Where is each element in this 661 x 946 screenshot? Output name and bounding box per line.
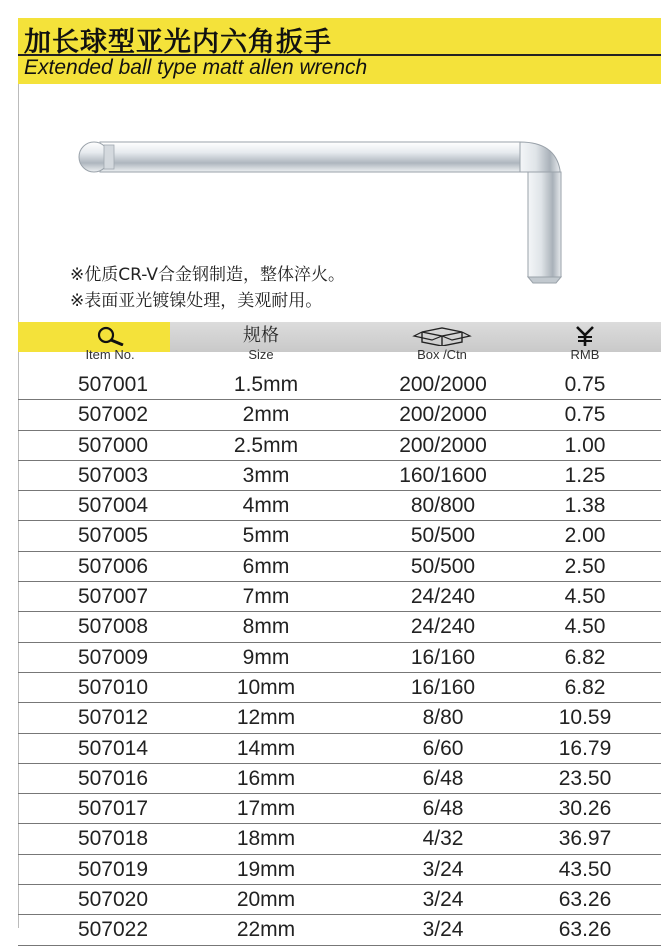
box-ctn-cell: 6/48 (422, 766, 464, 790)
box-ctn-cell: 200/2000 (399, 373, 487, 396)
box-ctn-cell: 3/24 (422, 857, 464, 881)
table-row (18, 824, 661, 854)
table-row (18, 734, 661, 764)
item-no-cell: 507010 (77, 675, 149, 699)
box-ctn-cell: 8/80 (422, 706, 464, 730)
table-row (18, 794, 661, 824)
price-cell: 6.82 (564, 645, 606, 669)
size-cell: 17mm (236, 797, 296, 821)
size-cell: 18mm (236, 827, 296, 851)
table-row (18, 643, 661, 673)
size-cell: 16mm (236, 766, 296, 790)
box-ctn-cell: 6/60 (422, 736, 464, 760)
yen-icon (573, 326, 597, 346)
item-no-cell: 507020 (77, 888, 149, 912)
feature-item: ※优质CR-V合金钢制造，整体淬火。 (70, 265, 346, 285)
price-cell: 4.50 (564, 615, 606, 639)
size-cell: 8mm (242, 615, 290, 639)
table-row (18, 673, 661, 703)
price-cell: 6.82 (564, 675, 606, 699)
table-row (18, 370, 661, 400)
box-ctn-cell: 24/240 (410, 615, 476, 639)
col-head-size (196, 326, 326, 362)
size-cell: 3mm (242, 463, 290, 487)
price-cell: 10.59 (558, 706, 612, 730)
item-no-cell: 507014 (77, 736, 149, 760)
price-cell: 4.50 (564, 585, 606, 609)
size-cell: 10mm (236, 675, 296, 699)
item-no-cell: 507017 (77, 797, 149, 821)
box-ctn-cell: 50/500 (410, 554, 476, 578)
col-head-en: Box /Ctn (417, 347, 467, 362)
item-no-cell: 507022 (77, 918, 149, 942)
feature-item: ※表面亚光镀镍处理，美观耐用。 (70, 291, 323, 311)
size-cell: 1.5mm (233, 373, 299, 396)
item-no-cell: 507019 (77, 857, 149, 881)
ball-allen-wrench-image (70, 120, 590, 285)
table-row (18, 612, 661, 642)
size-cell: 7mm (242, 585, 290, 609)
table-row (18, 855, 661, 885)
box-ctn-cell: 16/160 (410, 645, 476, 669)
price-cell: 1.38 (564, 494, 606, 518)
box-icon (412, 326, 472, 346)
item-no-cell: 507006 (77, 554, 149, 578)
box-ctn-cell: 6/48 (422, 797, 464, 821)
price-cell: 23.50 (558, 766, 612, 790)
price-cell: 1.25 (564, 463, 606, 487)
price-cell: 0.75 (564, 403, 606, 427)
size-cell: 5mm (242, 524, 290, 548)
col-head-box (362, 326, 522, 362)
col-head-en: Size (248, 347, 274, 362)
size-cell: 9mm (242, 645, 290, 669)
item-no-cell: 507004 (77, 494, 149, 518)
box-ctn-cell: 160/1600 (399, 463, 487, 487)
table-row (18, 915, 661, 945)
price-table (18, 370, 661, 946)
table-row (18, 552, 661, 582)
box-ctn-cell: 200/2000 (399, 433, 487, 457)
price-cell: 1.00 (564, 433, 606, 457)
table-row (18, 582, 661, 612)
table-row (18, 885, 661, 915)
col-head-cn: 规格 (243, 325, 279, 346)
page-title-en: Extended ball type matt allen wrench (24, 56, 368, 79)
box-ctn-cell: 3/24 (422, 918, 464, 942)
table-row (18, 703, 661, 733)
size-cell: 2.5mm (233, 433, 299, 457)
box-ctn-cell: 3/24 (422, 888, 464, 912)
box-ctn-cell: 200/2000 (399, 403, 487, 427)
price-cell: 2.50 (564, 554, 606, 578)
size-cell: 6mm (242, 554, 290, 578)
item-no-cell: 507003 (77, 463, 149, 487)
item-no-cell: 507000 (77, 433, 149, 457)
price-cell: 43.50 (558, 857, 612, 881)
price-cell: 63.26 (558, 888, 612, 912)
size-cell: 4mm (242, 494, 290, 518)
price-cell: 2.00 (564, 524, 606, 548)
item-no-cell: 507008 (77, 615, 149, 639)
price-cell: 16.79 (558, 736, 612, 760)
item-no-cell: 507009 (77, 645, 149, 669)
feature-list (70, 262, 345, 314)
size-cell: 22mm (236, 918, 296, 942)
size-cell: 14mm (236, 736, 296, 760)
table-row (18, 461, 661, 491)
price-cell: 63.26 (558, 918, 612, 942)
box-ctn-cell: 16/160 (410, 675, 476, 699)
table-row (18, 521, 661, 551)
page-title-cn: 加长球型亚光内六角扳手 (24, 27, 332, 58)
box-ctn-cell: 4/32 (422, 827, 464, 851)
item-no-cell: 507002 (77, 403, 149, 427)
item-no-cell: 507018 (77, 827, 149, 851)
price-cell: 36.97 (558, 827, 612, 851)
box-ctn-cell: 50/500 (410, 524, 476, 548)
col-head-item-no (50, 326, 170, 362)
price-cell: 30.26 (558, 797, 612, 821)
table-row (18, 491, 661, 521)
box-ctn-cell: 24/240 (410, 585, 476, 609)
item-no-cell: 507012 (77, 706, 149, 730)
table-row (18, 431, 661, 461)
table-row (18, 764, 661, 794)
item-no-cell: 507007 (77, 585, 149, 609)
item-no-cell: 507001 (77, 373, 149, 396)
size-cell: 2mm (242, 403, 290, 427)
col-head-en: RMB (570, 347, 600, 362)
price-cell: 0.75 (564, 373, 606, 396)
magnifier-icon (93, 326, 127, 346)
col-head-rmb (525, 326, 645, 362)
size-cell: 19mm (236, 857, 296, 881)
item-no-cell: 507016 (77, 766, 149, 790)
size-cell: 20mm (236, 888, 296, 912)
col-head-en: Item No. (85, 347, 135, 362)
table-row (18, 400, 661, 430)
box-ctn-cell: 80/800 (410, 494, 476, 518)
size-cell: 12mm (236, 706, 296, 730)
item-no-cell: 507005 (77, 524, 149, 548)
